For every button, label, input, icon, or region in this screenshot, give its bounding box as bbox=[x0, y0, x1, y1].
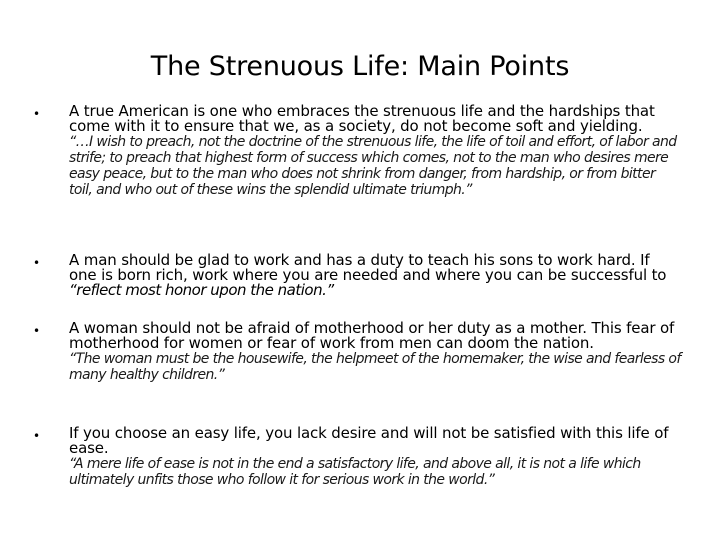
bullet-text: A man should be glad to work and has a duty to teach his sons to work hard. If one is born rich, work where you are needed and where you can be successful to bbox=[69, 251, 667, 284]
bullet-body bbox=[69, 253, 681, 298]
bullet-quote: “A mere life of ease is not in the end a satisfactory life, and above all, it is not a life which ultimately unfits those who follow it for serious work in the world.” bbox=[69, 456, 641, 488]
bullet-dot-icon: • bbox=[33, 429, 41, 443]
bullet-text: A woman should not be afraid of motherhood or her duty as a mother. This fear of motherhood for women or fear of work from men can doom the nation. bbox=[69, 319, 675, 352]
bullet-text: If you choose an easy life, you lack desire and will not be satisfied with this life of ease. bbox=[69, 424, 669, 457]
bullet-quote: “…I wish to preach, not the doctrine of the strenuous life, the life of toil and effort, of labor and strife; to preach that highest form of success which comes, not to the man who desires mere easy peace, but to the man who does not shrink from danger, from hardship, or from bitter toil, and who out of these wins the splendid ultimate triumph.” bbox=[69, 134, 677, 198]
bullet-text: A true American is one who embraces the strenuous life and the hardships that come with it to ensure that we, as a society, do not become soft and yielding. bbox=[69, 102, 655, 135]
bullet-body bbox=[69, 321, 681, 383]
bullet-dot-icon: • bbox=[33, 107, 41, 121]
bullet-quote: “The woman must be the housewife, the helpmeet of the homemaker, the wise and fearless of many healthy children.” bbox=[69, 351, 681, 383]
bullet-dot-icon: • bbox=[33, 324, 41, 338]
bullet-body bbox=[69, 104, 681, 198]
bullet-quote: “reflect most honor upon the nation.” bbox=[69, 281, 334, 299]
bullet-dot-icon: • bbox=[33, 256, 41, 270]
slide-title: The Strenuous Life: Main Points bbox=[150, 51, 570, 82]
bullet-body bbox=[69, 426, 681, 488]
